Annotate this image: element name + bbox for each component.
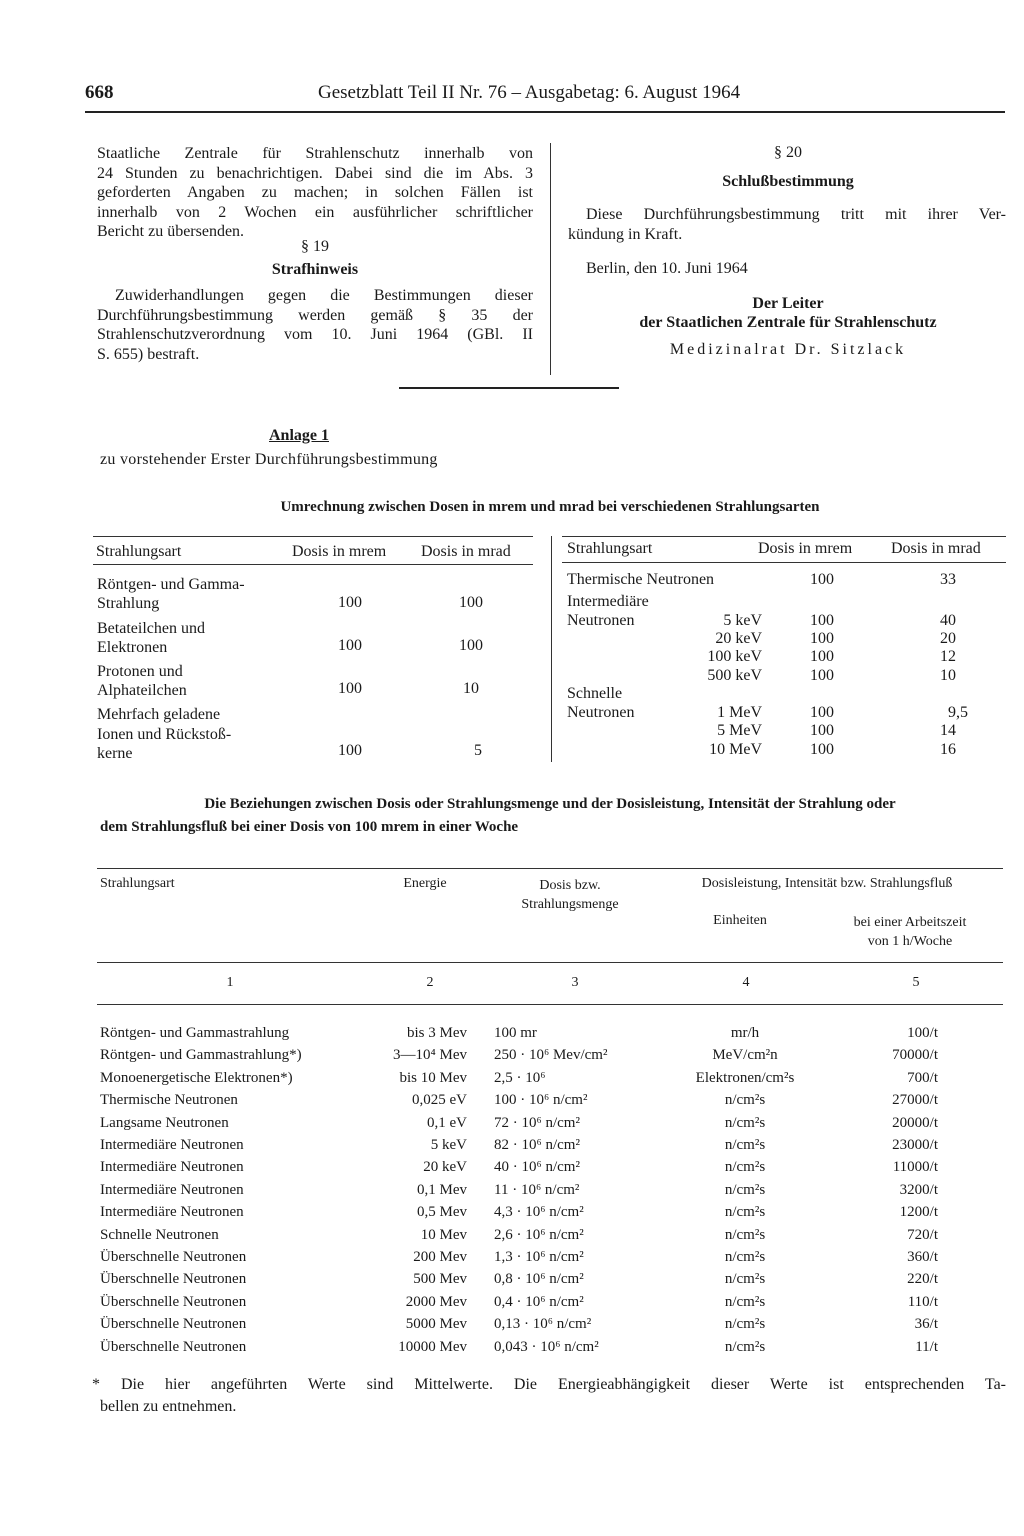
table-cell-dose: 0,4 · 10⁶ n/cm² [494,1293,584,1310]
table-cell: 100 keV [707,648,762,665]
table-cell: 100 [810,612,834,629]
table-cell-type: Überschnelle Neutronen [100,1293,247,1310]
table-cell-unit: Elektronen/cm²s [695,1069,795,1086]
table-row [0,1227,1024,1249]
table1-divider [551,536,552,762]
table-cell-dose: 0,13 · 10⁶ n/cm² [494,1316,592,1333]
table-cell-dose: 72 · 10⁶ n/cm² [494,1114,580,1131]
text-line: Zuwiderhandlungen gegen die Bestimmungen dieser [115,287,533,304]
table-cell-unit: n/cm²s [724,1226,766,1243]
table-cell: 33 [940,571,956,588]
table-cell: 5 MeV [717,722,762,739]
text-line: innerhalb von 2 Wochen ein ausführlicher schriftlicher [97,203,533,221]
table-row [0,1092,1024,1114]
table-cell-type: Überschnelle Neutronen [100,1249,247,1265]
table-cell-energy: 2000 Mev [405,1293,467,1310]
table1-right-header-mrem: Dosis in mrem [758,540,853,557]
text-line: S. 655) bestraft. [97,345,200,363]
table-row [0,1137,1024,1159]
table1-right-header-rule [562,562,1006,563]
table-cell: 20 [940,630,956,647]
table-cell-dose: 2,5 · 10⁶ [494,1069,546,1086]
table-cell: 9,5 [948,704,968,721]
text-line: 24 Stunden zu benachrichtigen. Dabei sind die im Abs. 3 [97,164,533,182]
section-19-title: Strafhinweis [271,261,359,278]
table-cell-energy: 0,1 eV [427,1114,467,1131]
table-cell-dose: 0,8 · 10⁶ n/cm² [494,1271,584,1288]
table-cell-energy: bis 10 Mev [399,1069,467,1086]
table-cell-type: Intermediäre Neutronen [100,1137,244,1153]
signer-title: Der Leiter [752,295,824,312]
table-cell: 40 [940,612,956,629]
table-row [0,1316,1024,1338]
table-cell-dose: 0,043 · 10⁶ n/cm² [494,1338,599,1355]
table-cell: 1 MeV [717,704,762,721]
table-row [0,1182,1024,1204]
table-cell-unit: n/cm²s [724,1159,766,1176]
table-row [0,1025,1024,1047]
table-cell-dose: 2,6 · 10⁶ n/cm² [494,1226,584,1243]
table2-header-worktime: bei einer Arbeitszeit von 1 h/Woche [853,915,967,949]
table-cell-type: Überschnelle Neutronen [100,1316,247,1333]
table-cell-type: Langsame Neutronen [100,1114,229,1131]
table-cell-type: Intermediäre Neutronen [100,1181,244,1198]
table-cell: 5 keV [723,612,762,629]
table-cell: 14 [940,722,956,739]
table-cell-dose: 100 mr [494,1025,537,1041]
table2-col-number: 1 [226,975,234,990]
table-cell-dose: 100 · 10⁶ n/cm² [494,1092,588,1109]
text-line: Bericht zu übersenden. [97,223,245,240]
table-cell-unit: n/cm²s [724,1114,766,1131]
table-cell: 10 [940,667,956,684]
table1-right-top-rule [562,536,1006,537]
table-cell-unit: mr/h [730,1025,760,1041]
table2-header-energy: Energie [403,876,447,891]
table-cell-unit: n/cm²s [724,1293,766,1310]
table-cell-energy: 3—10⁴ Mev [393,1047,467,1064]
table2-header-dose: Dosis bzw. Strahlungsmenge [521,878,619,912]
table-row [0,1115,1024,1137]
table-cell: Thermische Neutronen [567,571,715,588]
table-cell-unit: n/cm²s [724,1092,766,1109]
table-cell-unit: n/cm²s [724,1316,766,1333]
table-cell: 100 [459,637,483,654]
table1-left-header-type: Strahlungsart [96,543,182,560]
table-cell: 100 [810,741,834,758]
table-cell: 100 [810,704,834,721]
table-cell-type: Intermediäre Neutronen [100,1159,244,1176]
table-cell: 100 [338,742,362,759]
section-rule [399,387,619,389]
table-cell-type: Röntgen- und Gammastrahlung*) [100,1047,302,1064]
table-cell-value: 11000/t [892,1159,938,1176]
table2-numbers-rule [97,1004,1003,1005]
annex-subtitle: zu vorstehender Erster Durchführungsbestimmung [100,451,438,468]
table-cell-energy: 0,5 Mev [417,1204,467,1221]
table-cell: 10 MeV [709,741,762,758]
page-title: Gesetzblatt Teil II Nr. 76 – Ausgabetag: 6. August 1964 [318,82,741,103]
footnote-line2: bellen zu entnehmen. [100,1398,237,1415]
table2-col-number: 4 [742,975,750,990]
table-cell-value: 20000/t [892,1114,938,1131]
table-cell-unit: n/cm²s [724,1181,766,1198]
table-cell-type: Intermediäre Neutronen [100,1204,244,1221]
table1-left-header-mrad: Dosis in mrad [421,543,511,560]
table-cell: Schnelle [567,685,623,702]
section-20-number: § 20 [774,144,802,161]
table-cell-value: 11/t [915,1338,938,1355]
table2-col-number: 3 [571,975,579,990]
table-cell: 100 [810,630,834,647]
table-row: Protonen und Alphateilchen [97,663,187,699]
table1-left-top-rule [93,536,533,537]
table-cell-dose: 82 · 10⁶ n/cm² [494,1137,580,1153]
table-row [0,1070,1024,1092]
table-cell-value: 220/t [907,1271,938,1288]
table-cell: 100 [338,594,362,611]
text-line: Diese Durchführungsbestimmung tritt mit ihrer Ver- [586,206,1006,223]
table-cell: 12 [940,648,956,665]
table-cell-value: 1200/t [899,1204,938,1221]
table-cell-unit: n/cm²s [724,1249,766,1265]
page-number: 668 [85,82,114,103]
table-cell-value: 27000/t [892,1092,938,1109]
table-cell: Intermediäre [567,593,649,610]
table-cell-value: 36/t [914,1316,938,1333]
table-cell-unit: n/cm²s [724,1204,766,1221]
text-line: geforderten Angaben zu machen; in solchen Fällen ist [97,184,533,201]
table2-header-type: Strahlungsart [100,876,175,891]
table-cell-value: 3200/t [899,1181,938,1198]
table-cell-dose: 250 · 10⁶ Mev/cm² [494,1047,608,1064]
header-rule [85,111,1005,113]
table-row [0,1204,1024,1226]
table-cell: 100 [810,722,834,739]
column-divider [550,143,551,375]
table2-header-rule [97,962,1003,963]
table-row: Betateilchen und Elektronen [97,620,205,656]
table-cell: 100 [338,637,362,654]
table-cell-value: 23000/t [892,1137,938,1153]
table-cell: 20 keV [715,630,762,647]
table-cell-type: Thermische Neutronen [100,1092,238,1109]
table-cell-value: 360/t [907,1249,938,1265]
table-cell-energy: 500 Mev [413,1271,467,1288]
table-cell-energy: 0,025 eV [412,1092,467,1109]
table-row: Röntgen- und Gamma- Strahlung [97,576,245,612]
section-20-text [568,205,1006,244]
table-cell-energy: bis 3 Mev [407,1025,467,1041]
table1-right-header-mrad: Dosis in mrad [891,540,981,557]
text-line: Staatliche Zentrale für Strahlenschutz innerhalb von [97,145,533,162]
table-cell-type: Röntgen- und Gammastrahlung [100,1025,290,1041]
table2-col-number: 2 [426,975,434,990]
table-cell: 500 keV [707,667,762,684]
table-cell-energy: 5 keV [430,1137,467,1153]
table-cell-energy: 200 Mev [413,1249,467,1265]
table-cell: Neutronen [567,612,635,629]
table-cell-type: Überschnelle Neutronen [100,1271,247,1288]
table-cell-dose: 1,3 · 10⁶ n/cm² [494,1249,584,1265]
footnote-line1: * Die hier angeführten Werte sind Mittelwerte. Die Energieabhängigkeit dieser Werte ist entsprechenden Ta- [92,1376,1006,1393]
table-cell-dose: 40 · 10⁶ n/cm² [494,1159,580,1176]
table2-top-rule [97,868,1003,869]
table-cell-value: 110/t [907,1293,938,1310]
place-date: Berlin, den 10. Juni 1964 [586,260,748,277]
table-row [0,1159,1024,1181]
table2-header-rate: Dosisleistung, Intensität bzw. Strahlungsfluß [701,876,953,891]
text-line: Durchführungsbestimmung werden gemäß § 35 der [97,306,533,324]
table-cell-energy: 5000 Mev [405,1316,467,1333]
table-cell: 100 [810,648,834,665]
table-cell-dose: 4,3 · 10⁶ n/cm² [494,1204,584,1221]
table-row [0,1271,1024,1293]
table-cell: 5 [474,742,482,759]
table-row [0,1047,1024,1069]
table1-right-header-type: Strahlungsart [567,540,653,557]
table-cell-unit: n/cm²s [724,1137,766,1153]
table2-col-number: 5 [912,975,920,990]
table-cell: Neutronen [567,704,635,721]
table-cell-type: Überschnelle Neutronen [100,1338,247,1355]
table1-caption: Umrechnung zwischen Dosen in mrem und mrad bei verschiedenen Strahlungsarten [280,499,820,515]
table-cell-energy: 10000 Mev [398,1338,467,1355]
table2-caption-line2: dem Strahlungsfluß bei einer Dosis von 100 mrem in einer Woche [100,819,519,835]
table-cell-unit: n/cm²s [724,1271,766,1288]
table-cell: 100 [810,571,834,588]
annex-title: Anlage 1 [269,427,329,444]
table-cell-energy: 10 Mev [420,1226,467,1243]
table-cell-unit: MeV/cm²n [712,1047,778,1064]
table-cell-type: Monoenergetische Elektronen*) [100,1069,293,1086]
signer-institution: der Staatlichen Zentrale für Strahlenschutz [639,314,937,331]
table-cell: 100 [459,594,483,611]
table-row [0,1294,1024,1316]
section-19-number: § 19 [301,238,329,255]
table-cell-value: 720/t [907,1226,938,1243]
table-cell: 100 [810,667,834,684]
table2-header-units: Einheiten [713,913,767,928]
table-cell: 100 [338,680,362,697]
table2-caption-line1: Die Beziehungen zwischen Dosis oder Strahlungsmenge und der Dosisleistung, Intensität der Strahlung oder [204,796,896,812]
table-row [0,1249,1024,1271]
section-20-title: Schlußbestimmung [722,173,854,190]
text-line: kündung in Kraft. [568,225,683,243]
table1-left-header-rule [93,564,533,565]
table-cell-energy: 0,1 Mev [417,1181,467,1198]
table-cell: 10 [463,680,479,697]
table-cell: 16 [940,741,956,758]
table-cell-energy: 20 keV [423,1159,467,1176]
table-cell-unit: n/cm²s [724,1338,766,1355]
table-cell-dose: 11 · 10⁶ n/cm² [494,1181,580,1198]
table-row: Mehrfach geladene Ionen und Rückstoß- kerne [97,706,232,762]
table-cell-type: Schnelle Neutronen [100,1226,219,1243]
table1-left-header-mrem: Dosis in mrem [292,543,387,560]
table-cell-value: 70000/t [892,1047,938,1064]
section-19-text [97,286,533,364]
table-cell-value: 700/t [907,1069,938,1086]
table-row [0,1339,1024,1361]
signer-name: Medizinalrat Dr. Sitzlack [669,341,907,358]
left-paragraph [97,144,533,242]
table-cell-value: 100/t [907,1025,938,1041]
text-line: Strahlenschutzverordnung vom 10. Juni 1964 (GBl. II [97,326,533,343]
